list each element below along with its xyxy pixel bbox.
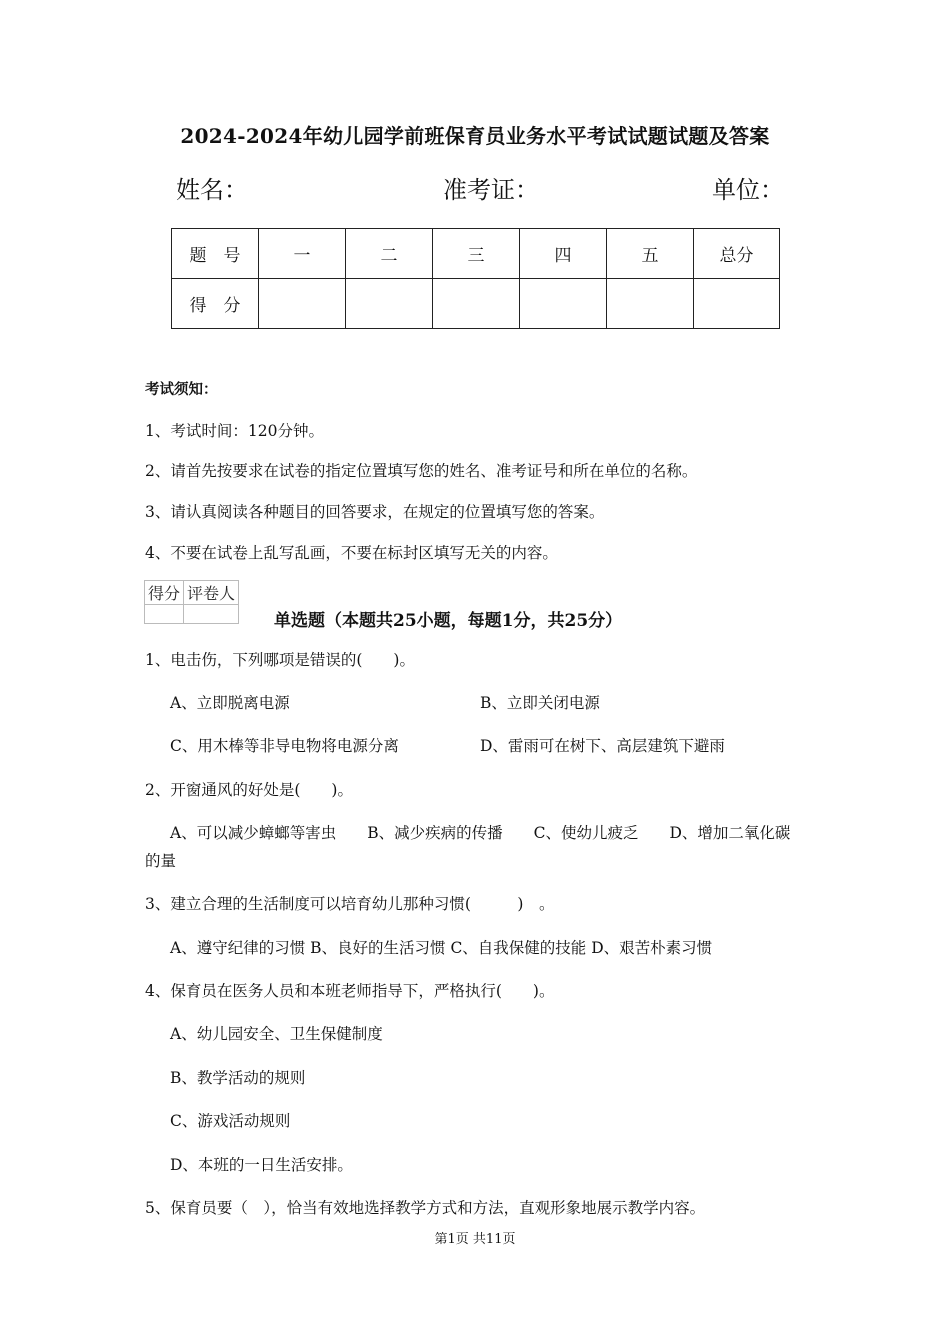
question-options-line: A、遵守纪律的习惯 B、良好的生活习惯 C、自我保健的技能 D、艰苦朴素习惯 (170, 939, 713, 957)
question-option: D、雷雨可在树下、高层建筑下避雨 (480, 737, 725, 755)
question-option: B、立即关闭电源 (480, 694, 600, 712)
grader-score-label: 得分 (145, 581, 184, 605)
page-footer: 第1页 共11页 (434, 1232, 516, 1247)
notice-item: 3、请认真阅读各种题目的回答要求，在规定的位置填写您的答案。 (145, 503, 605, 521)
unit-field-label: 单位： (712, 176, 784, 204)
grader-reviewer-cell[interactable] (184, 605, 239, 624)
question-options-line: 的量 (145, 852, 177, 870)
score-table-header-cell: 总分 (694, 229, 780, 279)
score-table-header-cell: 一 (259, 229, 346, 279)
score-table-score-row (172, 279, 780, 329)
score-cell[interactable] (520, 279, 607, 329)
question-options-line: A、可以减少蟑螂等害虫 B、减少疾病的传播 C、使幼儿疲乏 D、增加二氧化碳 (170, 824, 791, 842)
grader-box (144, 580, 239, 624)
question-option: B、教学活动的规则 (170, 1069, 306, 1087)
exam-id-field-label: 准考证： (443, 176, 539, 204)
score-cell[interactable] (346, 279, 433, 329)
name-field-label: 姓名： (176, 176, 248, 204)
notice-item: 2、请首先按要求在试卷的指定位置填写您的姓名、准考证号和所在单位的名称。 (145, 462, 698, 480)
question-option: C、用木棒等非导电物将电源分离 (170, 737, 399, 755)
grader-reviewer-label: 评卷人 (184, 581, 239, 605)
score-table-header-cell: 三 (433, 229, 520, 279)
score-cell[interactable] (259, 279, 346, 329)
notice-item: 4、不要在试卷上乱写乱画，不要在标封区填写无关的内容。 (145, 544, 558, 562)
score-table-header-cell: 五 (607, 229, 694, 279)
question-stem: 1、电击伤，下列哪项是错误的( )。 (145, 651, 415, 669)
score-cell[interactable] (607, 279, 694, 329)
question-option: A、立即脱离电源 (170, 694, 290, 712)
question-option: D、本班的一日生活安排。 (170, 1156, 353, 1174)
question-stem: 5、保育员要（ ），恰当有效地选择教学方式和方法，直观形象地展示教学内容。 (145, 1199, 706, 1217)
notice-heading: 考试须知： (145, 381, 218, 398)
score-table (171, 228, 780, 329)
score-table-header-cell: 四 (520, 229, 607, 279)
question-option: C、游戏活动规则 (170, 1112, 291, 1130)
question-stem: 4、保育员在医务人员和本班老师指导下，严格执行( )。 (145, 982, 555, 1000)
score-table-header-cell: 二 (346, 229, 433, 279)
page-title: 2024-2024年幼儿园学前班保育员业务水平考试试题试题及答案 (180, 124, 770, 148)
grader-score-cell[interactable] (145, 605, 184, 624)
question-stem: 2、开窗通风的好处是( )。 (145, 781, 353, 799)
question-stem: 3、建立合理的生活制度可以培育幼儿那种习惯( ) 。 (145, 895, 555, 913)
score-cell[interactable] (433, 279, 520, 329)
score-table-header-row (172, 229, 780, 279)
score-table-header-cell: 题 号 (172, 229, 259, 279)
section-title: 单选题（本题共25小题，每题1分，共25分） (274, 611, 623, 631)
notice-item: 1、考试时间：120分钟。 (145, 422, 324, 440)
score-table-row-label: 得 分 (172, 279, 259, 329)
score-cell[interactable] (694, 279, 780, 329)
question-option: A、幼儿园安全、卫生保健制度 (170, 1025, 383, 1043)
